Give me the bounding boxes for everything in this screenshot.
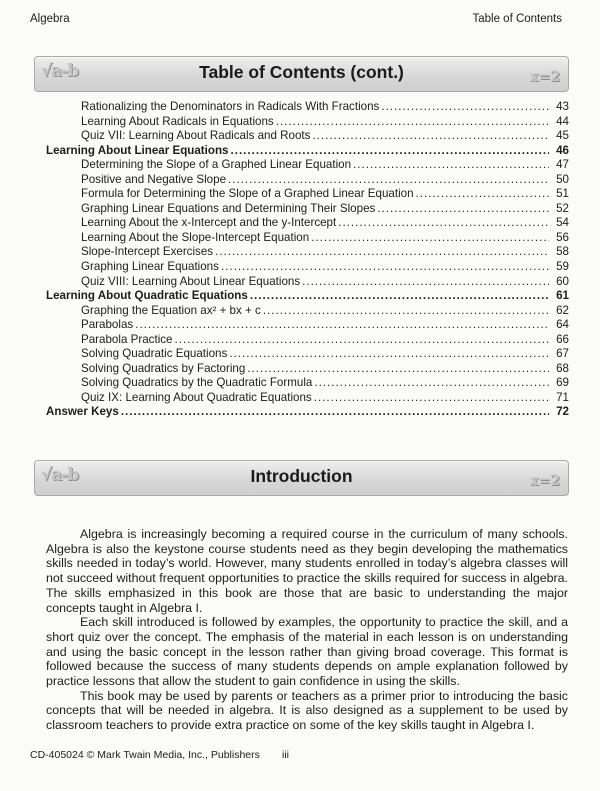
intro-banner	[34, 460, 569, 496]
toc-page-number: 54	[556, 216, 569, 230]
toc-entry	[46, 115, 569, 130]
dot-leader	[338, 216, 549, 231]
dot-leader	[377, 202, 549, 217]
dot-leader	[247, 362, 549, 377]
table-of-contents	[46, 100, 569, 420]
toc-entry-title: Positive and Negative Slope	[81, 172, 227, 186]
toc-page-number: 68	[556, 361, 569, 375]
toc-entry	[46, 216, 569, 231]
toc-page-number: 72	[556, 405, 569, 419]
toc-entry	[46, 100, 569, 115]
toc-page-number: 60	[556, 274, 569, 288]
toc-page-number: 50	[556, 172, 569, 186]
dot-leader	[311, 231, 549, 246]
dot-leader	[135, 318, 549, 333]
toc-entry-title: Learning About Linear Equations	[46, 143, 229, 157]
dot-leader	[228, 173, 549, 188]
toc-entry-title: Solving Quadratic Equations	[81, 347, 228, 361]
toc-entry-title: Learning About the Slope-Intercept Equation	[81, 230, 310, 244]
toc-page-number: 64	[556, 318, 569, 332]
toc-entry	[46, 347, 569, 362]
introduction-text	[46, 527, 568, 733]
dot-leader	[353, 158, 549, 173]
equation-decoration-icon: x=2	[530, 473, 560, 489]
header-section: Table of Contents	[472, 13, 562, 25]
intro-paragraph: Algebra is increasingly becoming a required course in the curriculum of many schools. Algebra is also the keystone course students need as they begin developing the mathematics skills needed in today’s world. However, many students enrolled in today’s algebra classes will not succeed without frequent opportunities to practice the skills required for success in algebra. The skills emphasized in this book are those that are basic to understanding the major concepts taught in Algebra I.	[46, 527, 568, 615]
toc-entry-title: Determining the Slope of a Graphed Linear Equation	[81, 158, 352, 172]
toc-entry-title: Learning About the x-Intercept and the y-Intercept	[81, 216, 337, 230]
dot-leader	[314, 391, 549, 406]
toc-page-number: 62	[556, 303, 569, 317]
dot-leader	[250, 289, 549, 304]
page-footer	[30, 749, 562, 761]
toc-page-number: 45	[556, 129, 569, 143]
toc-title: Table of Contents (cont.)	[199, 62, 404, 82]
toc-page-number: 71	[556, 390, 569, 404]
toc-entry-title: Quiz IX: Learning About Quadratic Equations	[81, 390, 312, 404]
toc-page-number: 69	[556, 376, 569, 390]
toc-entry	[46, 173, 569, 188]
toc-entry	[46, 275, 569, 290]
toc-entry-title: Rationalizing the Denominators in Radicals With Fractions	[81, 100, 380, 113]
toc-page-number: 52	[556, 201, 569, 215]
radical-decoration-icon: √a-b	[41, 61, 79, 81]
toc-entry-title: Slope-Intercept Exercises	[81, 245, 214, 259]
toc-entry-title: Parabola Practice	[81, 332, 173, 346]
toc-page-number: 43	[556, 100, 569, 113]
running-header	[30, 13, 562, 25]
toc-entry	[46, 202, 569, 217]
toc-entry-title: Learning About Quadratic Equations	[46, 289, 248, 303]
dot-leader	[231, 144, 550, 159]
toc-page-number: 67	[556, 347, 569, 361]
dot-leader	[229, 347, 549, 362]
dot-leader	[312, 129, 549, 144]
dot-leader	[175, 333, 549, 348]
toc-entry	[46, 333, 569, 348]
dot-leader	[215, 245, 549, 260]
toc-entry-title: Learning About Radicals in Equations	[81, 114, 274, 128]
toc-entry	[46, 245, 569, 260]
toc-page-number: 44	[556, 114, 569, 128]
dot-leader	[302, 275, 549, 290]
toc-page-number: 61	[556, 289, 569, 303]
toc-entry-title: Formula for Determining the Slope of a Graphed Linear Equation	[81, 187, 414, 201]
toc-entry-title: Answer Keys	[46, 405, 119, 419]
toc-entry	[46, 318, 569, 333]
toc-entry-title: Quiz VIII: Learning About Linear Equations	[81, 274, 301, 288]
toc-entry	[46, 231, 569, 246]
header-subject: Algebra	[30, 13, 70, 25]
intro-paragraph: This book may be used by parents or teachers as a primer prior to introducing the basic concepts that will be needed in algebra. It is also designed as a supplement to be used by classroom teachers to provide extra practice on some of the key skills taught in Algebra I.	[46, 688, 568, 733]
toc-entry	[46, 260, 569, 275]
intro-paragraph: Each skill introduced is followed by examples, the opportunity to practice the skill, and a short quiz over the concept. The emphasis of the material in each lesson is on understanding and using the basic concept in the lesson rather than giving broad coverage. This format is followed because the success of many students depends on ample explanation followed by practice lessons that allow the student to gain confidence in using the skills.	[46, 615, 568, 689]
toc-page-number: 59	[556, 260, 569, 274]
dot-leader	[121, 405, 549, 420]
equation-decoration-icon: x=2	[530, 69, 560, 85]
toc-entry	[46, 376, 569, 391]
dot-leader	[416, 187, 549, 202]
toc-section-entry	[46, 405, 569, 420]
toc-entry-title: Graphing the Equation ax² + bx + c	[81, 303, 261, 317]
dot-leader	[263, 304, 549, 319]
toc-banner	[34, 56, 569, 92]
toc-entry	[46, 362, 569, 377]
toc-entry	[46, 158, 569, 173]
toc-section-entry	[46, 289, 569, 304]
toc-entry	[46, 187, 569, 202]
dot-leader	[381, 100, 549, 115]
toc-entry	[46, 304, 569, 319]
toc-entry-title: Parabolas	[81, 318, 134, 332]
intro-title: Introduction	[250, 466, 353, 486]
toc-entry-title: Solving Quadratics by Factoring	[81, 361, 246, 375]
toc-page-number: 56	[556, 230, 569, 244]
toc-entry	[46, 391, 569, 406]
toc-page-number: 58	[556, 245, 569, 259]
toc-entry-title: Quiz VII: Learning About Radicals and Roots	[81, 129, 311, 143]
toc-page-number: 47	[556, 158, 569, 172]
toc-entry-title: Graphing Linear Equations	[81, 260, 219, 274]
toc-section-entry	[46, 144, 569, 159]
toc-entry	[46, 129, 569, 144]
toc-page-number: 51	[556, 187, 569, 201]
dot-leader	[314, 376, 549, 391]
page-number: iii	[282, 749, 289, 761]
toc-entry-title: Graphing Linear Equations and Determining Their Slopes	[81, 201, 376, 215]
footer-copyright: CD-405024 © Mark Twain Media, Inc., Publishers	[30, 749, 260, 761]
toc-page-number: 46	[556, 143, 569, 157]
dot-leader	[276, 115, 549, 130]
dot-leader	[221, 260, 549, 275]
radical-decoration-icon: √a-b	[41, 465, 79, 485]
toc-entry-title: Solving Quadratics by the Quadratic Formula	[81, 376, 313, 390]
toc-page-number: 66	[556, 332, 569, 346]
